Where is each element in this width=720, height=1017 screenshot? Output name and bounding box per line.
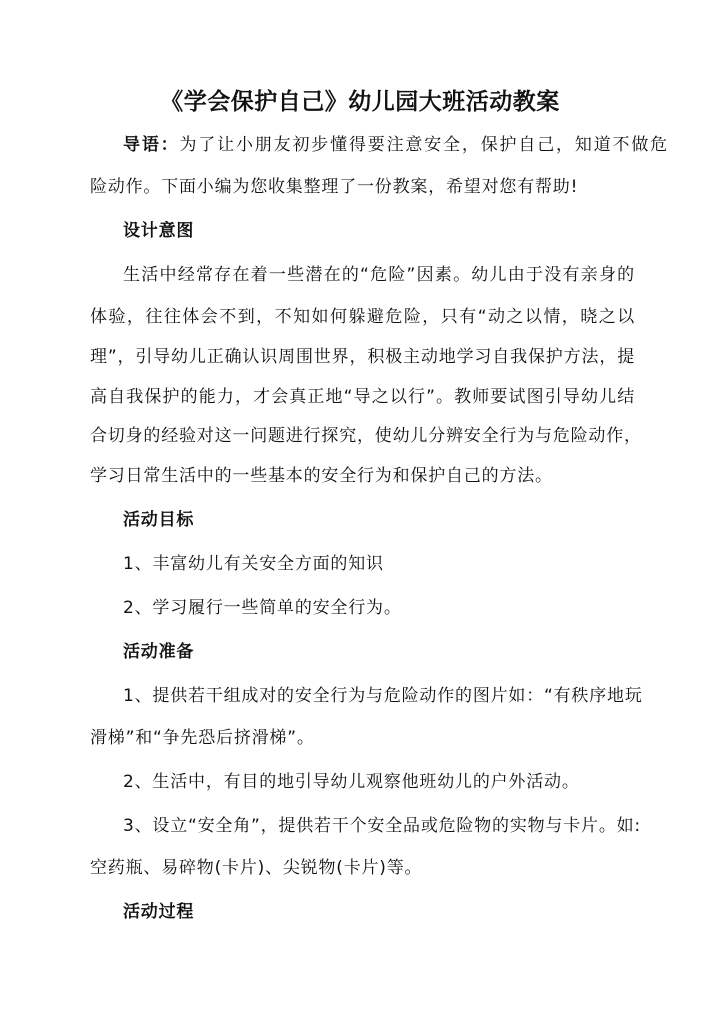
goal-item-1: 1、丰富幼儿有关安全方面的知识 [123, 554, 384, 574]
document-title: 《学会保护自己》幼儿园大班活动教案 [160, 89, 560, 115]
prep-item-3-line-2: 空药瓶、易碎物(卡片)、尖锐物(卡片)等。 [90, 858, 423, 878]
design-paragraph-line-6: 学习日常生活中的一些基本的安全行为和保护自己的方法。 [90, 466, 553, 486]
section-heading-prep: 活动准备 [123, 642, 195, 662]
design-paragraph-line-4: 高自我保护的能力，才会真正地“导之以行”。教师要试图引导幼儿结 [90, 387, 635, 407]
section-heading-goals: 活动目标 [123, 510, 195, 530]
design-paragraph-line-1: 生活中经常存在着一些潜在的“危险”因素。幼儿由于没有亲身的 [123, 265, 635, 285]
intro-text-1: 为了让小朋友初步懂得要注意安全，保护自己，知道不做危 [179, 135, 668, 155]
section-heading-design: 设计意图 [123, 221, 195, 241]
prep-item-1-line-1: 1、提供若干组成对的安全行为与危险动作的图片如：“有秩序地玩 [123, 686, 643, 706]
intro-line-1 [123, 133, 668, 157]
prep-item-1-line-2: 滑梯”和“争先恐后挤滑梯”。 [90, 728, 315, 748]
prep-item-3-line-1: 3、设立“安全角”，提供若干个安全品或危险物的实物与卡片。如: [123, 816, 641, 836]
design-paragraph-line-2: 体验，往往体会不到，不知如何躲避危险，只有“动之以情，晓之以 [90, 307, 635, 327]
goal-item-2: 2、学习履行一些简单的安全行为。 [123, 598, 402, 618]
intro-label: 导语： [123, 135, 180, 155]
design-paragraph-line-5: 合切身的经验对这一问题进行探究，使幼儿分辨安全行为与危险动作， [90, 426, 642, 446]
section-heading-process: 活动过程 [123, 902, 195, 922]
prep-item-2: 2、生活中，有目的地引导幼儿观察他班幼儿的户外活动。 [123, 772, 580, 792]
design-paragraph-line-3: 理”，引导幼儿正确认识周围世界，积极主动地学习自我保护方法，提 [90, 347, 635, 367]
intro-line-2: 险动作。下面小编为您收集整理了一份教案，希望对您有帮助! [90, 177, 579, 197]
